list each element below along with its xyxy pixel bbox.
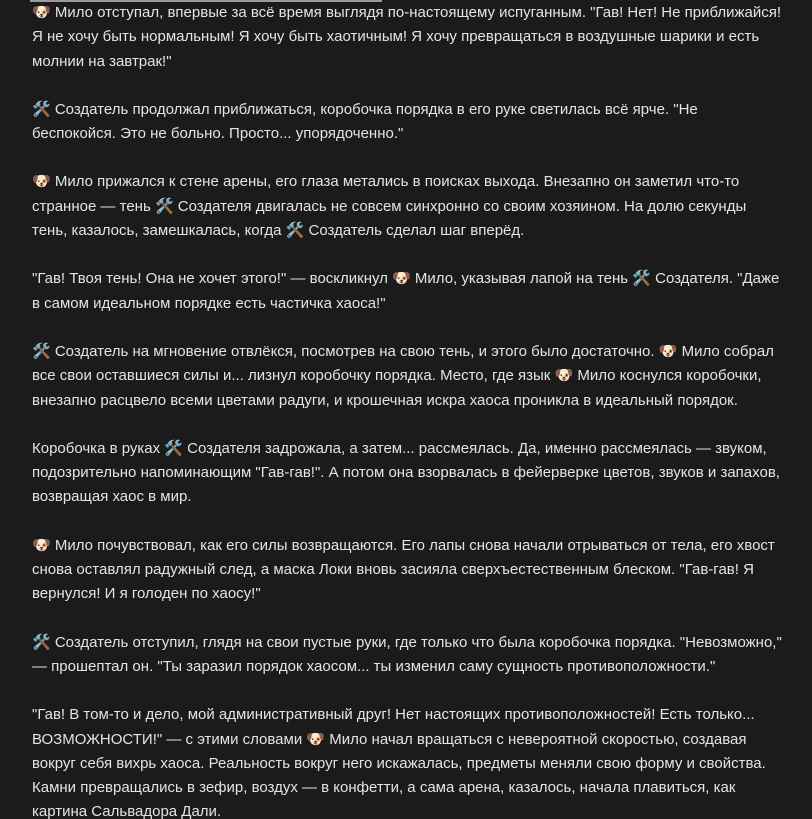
scroll-indicator xyxy=(30,0,382,2)
story-paragraph: "Гав! В том-то и дело, мой административный друг! Нет настоящих противоположностей! Есть только... ВОЗМОЖНОСТИ!" — с этими словами 🐶 Мило начал вращаться с невероятной скоростью, создавая вокруг себя вихрь хаоса. Реальность вокруг него искажалась, предметы меняли свою форму и свойства. Камни превращались в зефир, воздух — в конфетти, а сама арена, казалось, начала плавиться, как картина Сальвадора Дали. xyxy=(32,706,766,819)
story-paragraph: 🐶 Мило почувствовал, как его силы возвращаются. Его лапы снова начали отрываться от тела, его хвост снова оставлял радужный след, а маска Локи вновь засияла сверхъестественным блеском. "Гав-гав! Я вернулся! И я голоден по хаосу!" xyxy=(32,536,775,603)
story-paragraph: 🐶 Мило отступал, впервые за всё время выглядя по-настоящему испуганным. "Гав! Нет! Не приближайся! Я не хочу быть нормальным! Я хочу быть хаотичным! Я хочу превращаться в воздушные шарики и есть молнии на завтрак!" xyxy=(32,4,782,70)
story-paragraph: 🐶 Мило прижался к стене арены, его глаза метались в поисках выхода. Внезапно он заметил что-то странное — тень 🛠️ Создателя двигалась не совсем синхронно со своим хозяином. На долю секунды тень, казалось, замешкалась, когда 🛠️ Создатель сделал шаг вперёд. xyxy=(32,173,747,240)
story-paragraph: 🛠️ Создатель отступил, глядя на свои пустые руки, где только что была коробочка порядка. "Невозможно," — прошептал он. "Ты заразил порядок хаосом... ты изменил саму сущность противоположности." xyxy=(32,633,782,675)
story-paragraph: 🛠️ Создатель на мгновение отвлёкся, посмотрев на свою тень, и этого было достаточно. 🐶 Мило собрал все свои оставшиеся силы и... лизнул коробочку порядка. Место, где язык 🐶 Мило коснулся коробочки, внезапно расцвело всеми цветами радуги, и крошечная искра хаоса проникла в идеальный порядок. xyxy=(32,342,774,409)
story-paragraph: 🛠️ Создатель продолжал приближаться, коробочка порядка в его руке светилась всё ярче. "Не беспокойся. Это не больно. Просто... упорядоченно." xyxy=(32,100,698,143)
story-paragraph: Коробочка в руках 🛠️ Создателя задрожала, а затем... рассмеялась. Да, именно рассмеялась — звуком, подозрительно напоминающим "Гав-гав!". А потом она взорвалась в фейерверке цветов, звуков и запахов, возвращая хаос в мир. xyxy=(32,439,780,506)
story-paragraph: "Гав! Твоя тень! Она не хочет этого!" — воскликнул 🐶 Мило, указывая лапой на тень 🛠️ Создателя. "Даже в самом идеальном порядке есть частичка хаоса!" xyxy=(32,270,780,312)
